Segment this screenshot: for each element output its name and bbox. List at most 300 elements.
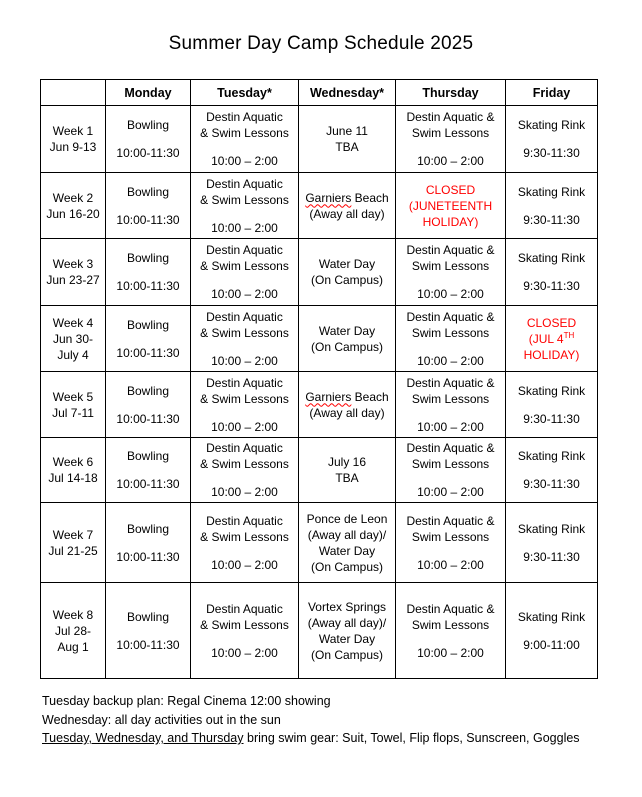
schedule-cell xyxy=(299,173,396,239)
week-label-cell xyxy=(41,583,106,679)
text-segment: Destin Aquatic xyxy=(206,176,283,191)
text-segment: 10:00 – 2:00 xyxy=(417,419,484,434)
week-row xyxy=(41,372,598,438)
text-segment: Destin Aquatic xyxy=(206,375,283,390)
text-segment: Water Day xyxy=(318,631,376,646)
week-label-cell xyxy=(41,372,106,438)
text-line xyxy=(193,286,296,302)
spacer xyxy=(398,545,503,557)
text-segment: (Away all day) xyxy=(309,206,385,221)
text-line xyxy=(193,258,296,274)
spacer xyxy=(193,633,296,645)
text-segment: Swim Lessons xyxy=(411,391,490,406)
schedule-cell xyxy=(299,239,396,306)
text-segment: Week 8 xyxy=(52,607,94,622)
text-segment: 10:00 – 2:00 xyxy=(211,645,278,660)
document-page xyxy=(0,33,642,797)
schedule-cell xyxy=(191,106,299,173)
spacer xyxy=(508,399,595,411)
week-label-cell xyxy=(41,106,106,173)
text-line xyxy=(301,339,393,355)
text-segment: Tuesday backup plan: Regal Cinema 12:00 showing xyxy=(42,694,331,708)
text-line xyxy=(193,484,296,500)
text-line xyxy=(43,347,103,363)
text-line xyxy=(301,647,393,663)
text-segment: Skating Rink xyxy=(517,609,586,624)
text-line xyxy=(108,383,188,399)
text-segment: Bowling xyxy=(126,609,170,624)
text-segment: Bowling xyxy=(126,521,170,536)
text-line xyxy=(193,419,296,435)
text-segment: Aug 1 xyxy=(57,639,89,654)
text-segment: 10:00-11:30 xyxy=(116,345,180,360)
text-line xyxy=(508,383,595,399)
text-segment: 9:30-11:30 xyxy=(523,146,580,160)
text-segment: Wednesday: all day activities out in the sun xyxy=(42,712,281,727)
text-segment: (On Campus) xyxy=(310,273,384,287)
schedule-cell xyxy=(106,106,191,173)
text-line xyxy=(193,557,296,573)
text-segment: Jun 16-20 xyxy=(46,206,100,221)
schedule-cell xyxy=(396,173,506,239)
text-line xyxy=(108,184,188,200)
schedule-cell xyxy=(299,583,396,679)
text-line xyxy=(398,440,503,456)
schedule-cell xyxy=(299,372,396,438)
text-segment: Destin Aquatic xyxy=(206,110,283,124)
col-header-friday: Friday xyxy=(506,80,598,106)
text-line xyxy=(43,454,103,470)
spacer xyxy=(508,266,595,278)
text-segment: Tuesday, Wednesday, and Thursday xyxy=(42,731,244,745)
text-segment: Water Day xyxy=(318,323,376,338)
text-line xyxy=(398,309,503,325)
text-segment: Skating Rink xyxy=(517,449,586,463)
text-segment: Skating Rink xyxy=(517,184,586,199)
text-line xyxy=(398,286,503,302)
schedule-cell xyxy=(106,239,191,306)
text-line xyxy=(43,256,103,272)
text-segment: Week 3 xyxy=(52,257,94,271)
text-line xyxy=(301,470,393,486)
text-segment: 9:30-11:30 xyxy=(523,477,580,491)
schedule-cell xyxy=(106,372,191,438)
text-segment: June 11 xyxy=(326,124,368,138)
text-line xyxy=(193,440,296,456)
text-line xyxy=(108,278,188,294)
schedule-cell xyxy=(299,503,396,583)
text-line xyxy=(193,375,296,391)
text-segment: Vortex Springs xyxy=(307,599,387,614)
text-line xyxy=(193,391,296,407)
text-segment: Bowling xyxy=(126,118,170,132)
text-segment: Destin Aquatic & xyxy=(406,601,495,616)
text-segment: Jul 21-25 xyxy=(48,543,98,558)
week-row xyxy=(41,106,598,173)
text-line xyxy=(43,470,103,486)
schedule-cell xyxy=(106,503,191,583)
text-line xyxy=(398,153,503,169)
text-line xyxy=(108,448,188,464)
text-line xyxy=(508,411,595,427)
text-segment: Swim Lessons xyxy=(411,457,490,471)
text-line xyxy=(43,190,103,206)
text-segment: Jul 7-11 xyxy=(52,405,94,420)
text-segment: Skating Rink xyxy=(517,251,586,265)
schedule-cell xyxy=(191,239,299,306)
text-segment: HOLIDAY) xyxy=(422,214,479,229)
spacer xyxy=(193,407,296,419)
schedule-cell xyxy=(396,306,506,372)
text-segment: & Swim Lessons xyxy=(200,391,289,406)
text-segment: Swim Lessons xyxy=(411,617,490,632)
header-row xyxy=(41,80,598,106)
schedule-cell xyxy=(191,173,299,239)
col-header-tuesday: Tuesday* xyxy=(191,80,299,106)
text-line xyxy=(193,325,296,341)
spacer xyxy=(398,274,503,286)
text-segment: 10:00-11:30 xyxy=(116,549,180,564)
spacer xyxy=(508,464,595,476)
spacer xyxy=(398,407,503,419)
week-label-cell xyxy=(41,239,106,306)
text-line xyxy=(508,145,595,161)
text-segment: Skating Rink xyxy=(517,383,586,398)
text-line xyxy=(301,527,393,543)
schedule-cell xyxy=(191,583,299,679)
schedule-cell xyxy=(299,438,396,503)
text-line xyxy=(508,117,595,133)
text-line xyxy=(398,391,503,407)
text-line xyxy=(301,389,393,405)
page-title: Summer Day Camp Schedule 2025 xyxy=(168,33,474,54)
spacer xyxy=(108,333,188,345)
text-line xyxy=(43,623,103,639)
week-row xyxy=(41,239,598,306)
text-line xyxy=(43,206,103,222)
text-segment: 10:00 – 2:00 xyxy=(417,485,484,499)
text-line xyxy=(508,315,595,331)
text-segment: Week 7 xyxy=(52,527,94,542)
text-segment: 10:00-11:30 xyxy=(116,637,180,652)
text-segment: Beach xyxy=(351,389,389,404)
text-line xyxy=(508,609,595,625)
text-segment: 10:00-11:30 xyxy=(116,477,180,491)
week-row xyxy=(41,173,598,239)
text-line xyxy=(398,125,503,141)
spacer xyxy=(193,274,296,286)
text-line xyxy=(301,190,393,206)
text-line xyxy=(108,145,188,161)
schedule-table xyxy=(40,79,598,679)
text-segment: Beach xyxy=(351,190,389,205)
text-line xyxy=(43,315,103,331)
schedule-cell xyxy=(191,503,299,583)
text-line xyxy=(508,347,595,363)
schedule-cell xyxy=(396,106,506,173)
text-line xyxy=(398,456,503,472)
schedule-cell xyxy=(396,239,506,306)
note-line xyxy=(42,729,642,748)
text-line xyxy=(398,617,503,633)
text-line xyxy=(398,198,503,214)
spacer xyxy=(508,537,595,549)
text-segment: (Away all day) xyxy=(309,405,385,420)
text-segment: Destin Aquatic & xyxy=(406,110,495,124)
spacer xyxy=(108,266,188,278)
text-line xyxy=(398,325,503,341)
text-line xyxy=(508,448,595,464)
text-segment: Jul 28- xyxy=(54,623,92,638)
text-line xyxy=(301,599,393,615)
text-segment: Destin Aquatic & xyxy=(406,309,495,324)
text-segment: 10:00 – 2:00 xyxy=(417,557,484,572)
text-line xyxy=(108,411,188,427)
text-segment: Destin Aquatic xyxy=(206,441,283,455)
text-line xyxy=(301,323,393,339)
text-segment: TH xyxy=(563,330,575,340)
schedule-cell xyxy=(106,306,191,372)
text-segment: 10:00 – 2:00 xyxy=(417,287,484,301)
week-row xyxy=(41,438,598,503)
text-line xyxy=(193,601,296,617)
text-line xyxy=(508,331,595,347)
text-segment: Week 5 xyxy=(52,389,94,404)
text-segment: 9:30-11:30 xyxy=(523,212,580,227)
spacer xyxy=(193,545,296,557)
spacer xyxy=(508,133,595,145)
schedule-cell xyxy=(396,503,506,583)
text-segment: Week 1 xyxy=(52,124,94,138)
text-segment: 10:00 – 2:00 xyxy=(211,154,278,168)
text-segment: Ponce de Leon xyxy=(306,511,388,526)
text-line xyxy=(301,559,393,575)
col-header-empty xyxy=(41,80,106,106)
text-segment: Destin Aquatic xyxy=(206,601,283,616)
text-segment: (On Campus) xyxy=(310,647,384,662)
text-line xyxy=(301,543,393,559)
text-segment: & Swim Lessons xyxy=(200,192,289,207)
schedule-cell xyxy=(299,306,396,372)
text-segment: Bowling xyxy=(126,449,170,463)
schedule-cell xyxy=(299,106,396,173)
text-line xyxy=(301,139,393,155)
text-segment: 9:30-11:30 xyxy=(523,549,580,564)
text-segment: Jun 23-27 xyxy=(46,273,100,287)
text-line xyxy=(508,250,595,266)
schedule-cell xyxy=(191,306,299,372)
text-segment: Destin Aquatic xyxy=(206,309,283,324)
text-segment: 10:00-11:30 xyxy=(116,146,180,160)
text-segment: Skating Rink xyxy=(517,118,586,132)
text-segment: 9:30-11:30 xyxy=(523,279,580,293)
text-segment: Jun 30- xyxy=(52,331,94,346)
text-segment: Swim Lessons xyxy=(411,126,490,140)
text-line xyxy=(43,527,103,543)
text-segment: Bowling xyxy=(126,184,170,199)
spacer xyxy=(508,625,595,637)
text-line xyxy=(301,615,393,631)
schedule-cell xyxy=(506,583,598,679)
text-segment: (On Campus) xyxy=(310,559,384,574)
schedule-cell xyxy=(396,583,506,679)
text-line xyxy=(398,513,503,529)
text-line xyxy=(193,645,296,661)
text-segment: (Away all day)/ xyxy=(307,615,387,630)
text-segment: Week 4 xyxy=(52,315,94,330)
text-segment: 10:00 – 2:00 xyxy=(417,645,484,660)
text-line xyxy=(301,206,393,222)
week-label-cell xyxy=(41,438,106,503)
text-segment: TBA xyxy=(335,471,359,485)
text-line xyxy=(43,272,103,288)
text-line xyxy=(43,123,103,139)
note-line xyxy=(42,711,642,730)
schedule-cell xyxy=(191,438,299,503)
text-line xyxy=(108,609,188,625)
text-line xyxy=(193,220,296,236)
notes xyxy=(42,692,642,748)
text-line xyxy=(398,375,503,391)
text-line xyxy=(108,476,188,492)
text-segment: Swim Lessons xyxy=(411,259,490,273)
spacer xyxy=(398,633,503,645)
text-segment: 10:00 – 2:00 xyxy=(417,154,484,168)
text-segment: (JUNETEENTH xyxy=(408,198,493,213)
text-line xyxy=(43,543,103,559)
schedule-cell xyxy=(106,583,191,679)
misspelled-word: Garniers xyxy=(305,389,352,404)
text-line xyxy=(398,353,503,369)
text-line xyxy=(301,405,393,421)
schedule-cell xyxy=(506,372,598,438)
text-line xyxy=(108,117,188,133)
schedule-cell xyxy=(396,438,506,503)
text-line xyxy=(193,456,296,472)
text-segment: Bowling xyxy=(126,251,170,265)
text-line xyxy=(43,405,103,421)
text-line xyxy=(398,484,503,500)
spacer xyxy=(108,399,188,411)
spacer xyxy=(108,464,188,476)
spacer xyxy=(398,341,503,353)
text-line xyxy=(508,212,595,228)
text-line xyxy=(193,192,296,208)
text-line xyxy=(193,309,296,325)
text-line xyxy=(301,123,393,139)
text-line xyxy=(193,176,296,192)
text-line xyxy=(108,317,188,333)
note-line xyxy=(42,692,642,711)
text-line xyxy=(398,258,503,274)
text-line xyxy=(398,214,503,230)
text-line xyxy=(301,454,393,470)
text-segment: 10:00 – 2:00 xyxy=(211,287,278,301)
text-line xyxy=(398,419,503,435)
text-segment: Water Day xyxy=(318,543,376,558)
text-segment: HOLIDAY) xyxy=(523,347,580,362)
text-line xyxy=(193,513,296,529)
text-segment: 10:00-11:30 xyxy=(116,411,180,426)
text-segment: Destin Aquatic & xyxy=(406,375,495,390)
text-segment: & Swim Lessons xyxy=(200,617,289,632)
week-label-cell xyxy=(41,306,106,372)
text-segment: & Swim Lessons xyxy=(200,259,289,273)
text-line xyxy=(398,645,503,661)
text-line xyxy=(301,511,393,527)
text-segment: 10:00 – 2:00 xyxy=(211,557,278,572)
text-segment: July 4 xyxy=(57,347,89,362)
col-header-monday: Monday xyxy=(106,80,191,106)
spacer xyxy=(193,208,296,220)
text-line xyxy=(193,242,296,258)
text-line xyxy=(43,639,103,655)
spacer xyxy=(508,200,595,212)
schedule-cell xyxy=(506,173,598,239)
text-line xyxy=(43,331,103,347)
text-segment: 9:00-11:00 xyxy=(523,637,580,652)
text-line xyxy=(398,557,503,573)
text-line xyxy=(193,109,296,125)
text-segment: Destin Aquatic & xyxy=(406,243,495,257)
text-segment: Destin Aquatic xyxy=(206,243,283,257)
text-line xyxy=(43,607,103,623)
text-line xyxy=(193,125,296,141)
text-segment: Swim Lessons xyxy=(411,529,490,544)
spacer xyxy=(108,200,188,212)
text-segment: 10:00 – 2:00 xyxy=(211,220,278,235)
text-segment: Destin Aquatic & xyxy=(406,513,495,528)
text-segment: Jul 14-18 xyxy=(48,471,98,485)
text-segment: 10:00 – 2:00 xyxy=(211,353,278,368)
text-segment: 9:30-11:30 xyxy=(523,411,580,426)
text-segment: & Swim Lessons xyxy=(200,457,289,471)
text-line xyxy=(301,256,393,272)
week-row xyxy=(41,306,598,372)
schedule-cell xyxy=(506,438,598,503)
text-line xyxy=(508,184,595,200)
schedule-cell xyxy=(106,173,191,239)
text-segment: 10:00-11:30 xyxy=(116,212,180,227)
text-line xyxy=(108,521,188,537)
text-line xyxy=(508,476,595,492)
text-line xyxy=(508,278,595,294)
text-segment: & Swim Lessons xyxy=(200,529,289,544)
schedule-cell xyxy=(106,438,191,503)
text-segment: bring swim gear: Suit, Towel, Flip flops, Sunscreen, Goggles xyxy=(243,731,580,745)
text-segment: Week 6 xyxy=(52,455,94,469)
text-line xyxy=(398,242,503,258)
schedule-cell xyxy=(506,306,598,372)
text-line xyxy=(508,549,595,565)
text-line xyxy=(43,139,103,155)
col-header-wednesday: Wednesday* xyxy=(299,80,396,106)
text-segment: 10:00 – 2:00 xyxy=(211,485,278,499)
text-line xyxy=(398,109,503,125)
text-line xyxy=(108,637,188,653)
text-line xyxy=(108,549,188,565)
text-line xyxy=(398,601,503,617)
spacer xyxy=(193,141,296,153)
text-line xyxy=(301,272,393,288)
text-segment: 10:00 – 2:00 xyxy=(211,419,278,434)
text-segment: Week 2 xyxy=(52,190,94,205)
spacer xyxy=(108,537,188,549)
text-segment: & Swim Lessons xyxy=(200,325,289,340)
text-segment: Destin Aquatic & xyxy=(406,441,495,455)
text-segment: Jun 9-13 xyxy=(49,140,97,154)
text-line xyxy=(43,389,103,405)
